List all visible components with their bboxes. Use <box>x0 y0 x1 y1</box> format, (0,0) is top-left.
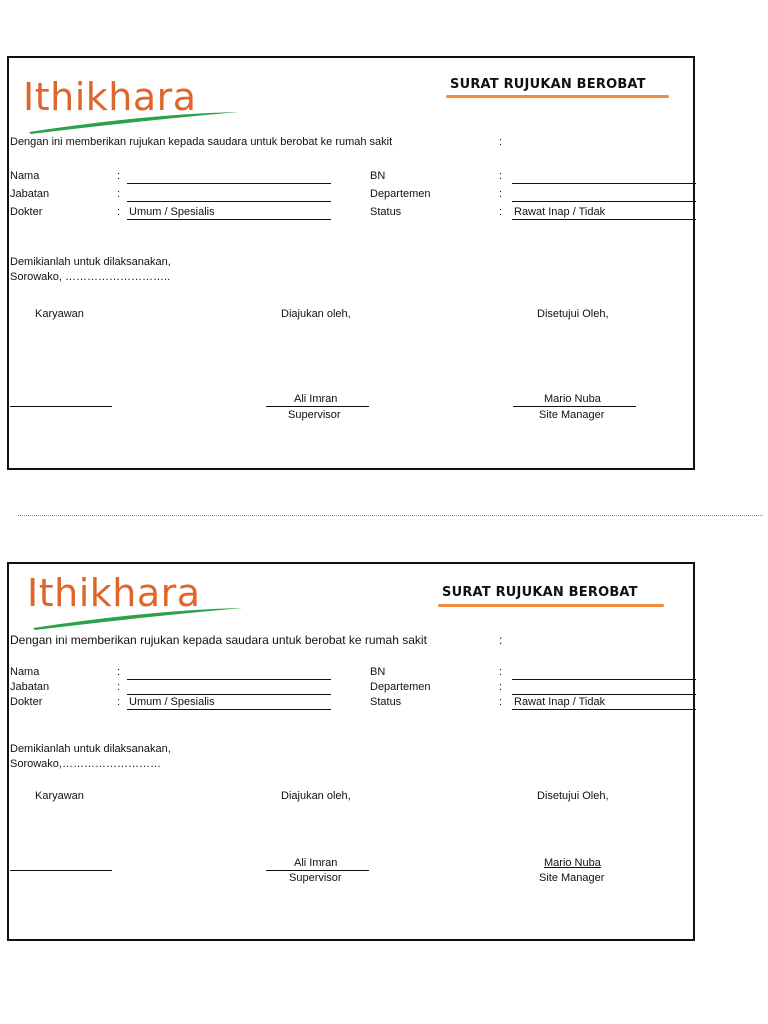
supervisor-title: Supervisor <box>289 872 342 884</box>
intro-colon: : <box>499 633 503 647</box>
sign-approved-label: Disetujui Oleh, <box>537 308 609 320</box>
supervisor-name: Ali Imran <box>294 393 338 405</box>
label-departemen: Departemen <box>370 681 431 693</box>
employee-signature-line[interactable] <box>10 406 112 407</box>
form-title: SURAT RUJUKAN BEROBAT <box>450 77 646 92</box>
dokter-field-line <box>127 219 331 220</box>
sign-submitted-label: Diajukan oleh, <box>281 790 351 802</box>
nama-field[interactable] <box>127 679 331 680</box>
title-underline <box>446 95 669 98</box>
colon: : <box>499 666 503 678</box>
colon: : <box>117 170 121 182</box>
label-jabatan: Jabatan <box>10 681 50 693</box>
jabatan-field[interactable] <box>127 694 331 695</box>
sign-approved-label: Disetujui Oleh, <box>537 790 609 802</box>
colon: : <box>117 696 121 708</box>
dokter-value[interactable]: Umum / Spesialis <box>129 206 215 218</box>
place-date: Sorowako, ……………………….. <box>10 271 171 283</box>
manager-title: Site Manager <box>539 872 605 884</box>
status-value[interactable]: Rawat Inap / Tidak <box>514 206 606 218</box>
intro-text: Dengan ini memberikan rujukan kepada saudara untuk berobat ke rumah sakit <box>10 633 427 647</box>
label-nama: Nama <box>10 170 40 182</box>
label-bn: BN <box>370 170 386 182</box>
form-title: SURAT RUJUKAN BEROBAT <box>442 585 638 600</box>
referral-form-2 <box>7 562 695 941</box>
manager-name: Mario Nuba <box>544 857 601 869</box>
sign-employee-label: Karyawan <box>35 308 84 320</box>
colon: : <box>499 681 503 693</box>
colon: : <box>499 170 503 182</box>
label-dokter: Dokter <box>10 696 43 708</box>
supervisor-signature-line <box>266 870 369 871</box>
brand-logo: Ithikhara <box>23 75 197 119</box>
colon: : <box>499 206 503 218</box>
logo-swoosh-icon <box>31 606 271 632</box>
colon: : <box>117 681 121 693</box>
colon: : <box>499 188 503 200</box>
referral-form-1 <box>7 56 695 470</box>
colon: : <box>117 666 121 678</box>
bn-field[interactable] <box>512 679 696 680</box>
supervisor-name: Ali Imran <box>294 857 338 869</box>
colon: : <box>117 188 121 200</box>
label-dokter: Dokter <box>10 206 43 218</box>
label-status: Status <box>370 206 402 218</box>
status-field-line <box>512 709 696 710</box>
brand-logo: Ithikhara <box>27 571 201 615</box>
employee-signature-line[interactable] <box>10 870 112 871</box>
label-bn: BN <box>370 666 386 678</box>
dokter-field-line <box>127 709 331 710</box>
supervisor-title: Supervisor <box>288 409 341 421</box>
intro-text: Dengan ini memberikan rujukan kepada saudara untuk berobat ke rumah sakit <box>10 136 393 148</box>
label-departemen: Departemen <box>370 188 431 200</box>
jabatan-field[interactable] <box>127 201 331 202</box>
dokter-value[interactable]: Umum / Spesialis <box>129 696 215 708</box>
page-divider <box>18 515 763 516</box>
title-underline <box>438 604 664 607</box>
manager-title: Site Manager <box>539 409 605 421</box>
nama-field[interactable] <box>127 183 331 184</box>
place-date: Sorowako,……………………… <box>10 758 161 770</box>
colon: : <box>117 206 121 218</box>
label-status: Status <box>370 696 402 708</box>
supervisor-signature-line <box>266 406 369 407</box>
intro-colon: : <box>499 136 503 148</box>
label-nama: Nama <box>10 666 40 678</box>
logo-swoosh-icon <box>27 110 267 136</box>
status-value[interactable]: Rawat Inap / Tidak <box>514 696 606 708</box>
departemen-field[interactable] <box>512 694 696 695</box>
colon: : <box>499 696 503 708</box>
manager-signature-line <box>513 406 636 407</box>
bn-field[interactable] <box>512 183 696 184</box>
closing-text: Demikianlah untuk dilaksanakan, <box>10 256 171 268</box>
sign-employee-label: Karyawan <box>35 790 84 802</box>
status-field-line <box>512 219 696 220</box>
manager-name: Mario Nuba <box>544 393 601 405</box>
label-jabatan: Jabatan <box>10 188 50 200</box>
departemen-field[interactable] <box>512 201 696 202</box>
sign-submitted-label: Diajukan oleh, <box>281 308 351 320</box>
closing-text: Demikianlah untuk dilaksanakan, <box>10 743 171 755</box>
